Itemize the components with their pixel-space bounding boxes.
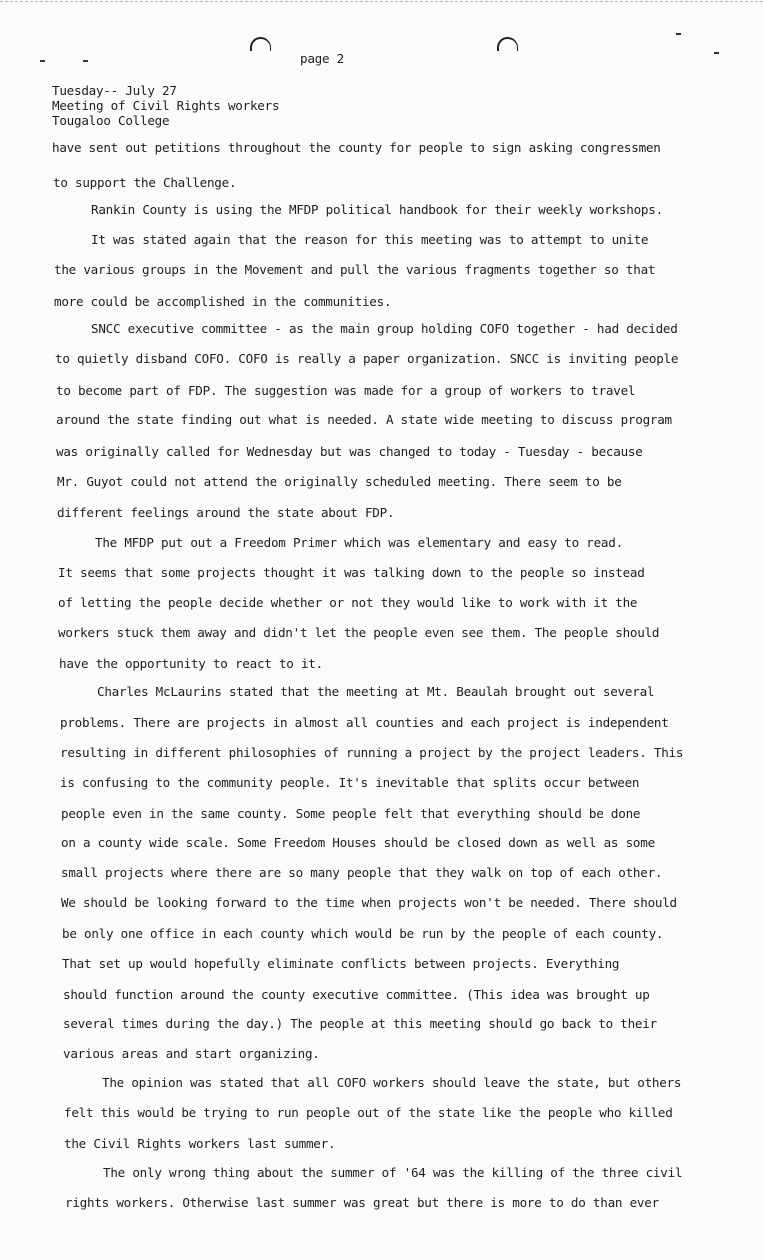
page-edge-divider xyxy=(0,1,763,2)
text-line: people even in the same county. Some people felt that everything should be done xyxy=(61,806,641,821)
text-line: We should be looking forward to the time when projects won't be needed. There should xyxy=(61,895,677,910)
text-line: the Civil Rights workers last summer. xyxy=(64,1136,336,1151)
header-meeting: Meeting of Civil Rights workers xyxy=(52,98,280,113)
text-line: It seems that some projects thought it was talking down to the people so instead xyxy=(58,565,645,580)
text-line: The only wrong thing about the summer of '64 was the killing of the three civil xyxy=(103,1165,683,1180)
scan-speck-mark xyxy=(83,60,88,65)
text-line: several times during the day.) The people at this meeting should go back to their xyxy=(63,1016,657,1031)
text-line: The MFDP put out a Freedom Primer which was elementary and easy to read. xyxy=(95,535,623,550)
scan-speck-mark xyxy=(676,33,681,38)
text-line: of letting the people decide whether or not they would like to work with it the xyxy=(58,595,638,610)
text-line: have the opportunity to react to it. xyxy=(59,656,323,671)
text-line: on a county wide scale. Some Freedom Houses should be closed down as well as some xyxy=(61,835,655,850)
text-line: Mr. Guyot could not attend the originally scheduled meeting. There seem to be xyxy=(57,474,622,489)
text-line: have sent out petitions throughout the county for people to sign asking congressmen xyxy=(52,140,661,155)
text-line: various areas and start organizing. xyxy=(63,1046,320,1061)
text-line: the various groups in the Movement and pull the various fragments together so that xyxy=(54,262,656,277)
text-line: Charles McLaurins stated that the meeting at Mt. Beaulah brought out several xyxy=(97,684,655,699)
text-line: is confusing to the community people. It's inevitable that splits occur between xyxy=(60,775,640,790)
text-line: should function around the county executive committee. (This idea was brought up xyxy=(63,987,650,1002)
text-line: to quietly disband COFO. COFO is really a paper organization. SNCC is inviting people xyxy=(55,351,679,366)
text-line: problems. There are projects in almost all counties and each project is independent xyxy=(60,715,669,730)
header-date: Tuesday-- July 27 xyxy=(52,83,177,98)
text-line: That set up would hopefully eliminate conflicts between projects. Everything xyxy=(62,956,620,971)
header-location: Tougaloo College xyxy=(52,113,170,128)
text-line: SNCC executive committee - as the main group holding COFO together - had decided xyxy=(91,321,678,336)
punch-hole-mark xyxy=(497,37,518,51)
text-line: to become part of FDP. The suggestion was made for a group of workers to travel xyxy=(56,383,636,398)
text-line: was originally called for Wednesday but was changed to today - Tuesday - because xyxy=(56,444,643,459)
scan-speck-mark xyxy=(714,52,719,57)
text-line: Rankin County is using the MFDP political handbook for their weekly workshops. xyxy=(91,202,663,217)
scan-speck-mark xyxy=(40,60,45,65)
punch-hole-mark xyxy=(250,37,271,51)
text-line: workers stuck them away and didn't let the people even see them. The people should xyxy=(58,625,660,640)
page-number: page 2 xyxy=(300,51,344,66)
text-line: different feelings around the state about FDP. xyxy=(57,505,395,520)
text-line: more could be accomplished in the communities. xyxy=(54,294,392,309)
text-line: resulting in different philosophies of running a project by the project leaders. This xyxy=(60,745,684,760)
text-line: rights workers. Otherwise last summer was great but there is more to do than ever xyxy=(65,1195,659,1210)
text-line: be only one office in each county which would be run by the people of each county. xyxy=(62,926,664,941)
text-line: small projects where there are so many people that they walk on top of each other. xyxy=(61,865,663,880)
text-line: It was stated again that the reason for this meeting was to attempt to unite xyxy=(91,232,649,247)
text-line: felt this would be trying to run people out of the state like the people who killed xyxy=(64,1105,673,1120)
text-line: The opinion was stated that all COFO workers should leave the state, but others xyxy=(102,1075,682,1090)
text-line: to support the Challenge. xyxy=(53,175,237,190)
text-line: around the state finding out what is needed. A state wide meeting to discuss program xyxy=(56,412,672,427)
document-header xyxy=(52,83,279,128)
